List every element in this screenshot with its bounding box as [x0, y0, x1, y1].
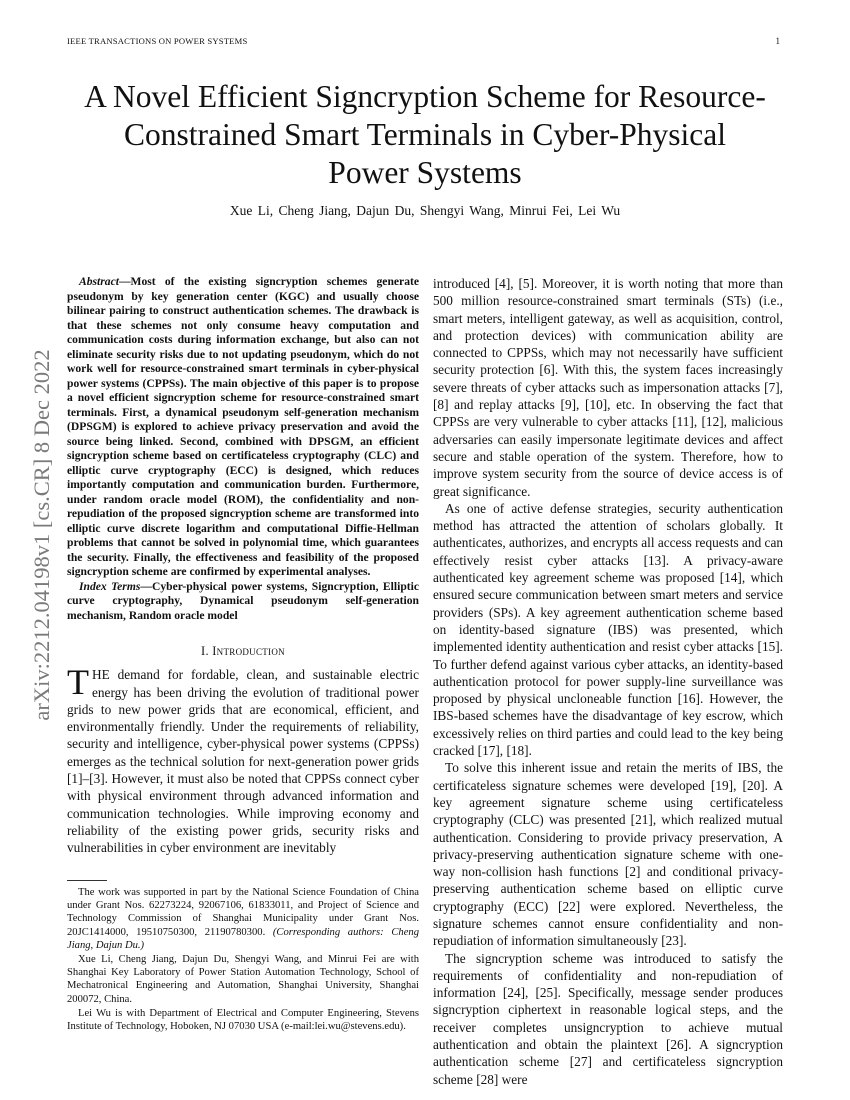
paper-title: A Novel Efficient Signcryption Scheme for Resource-Constrained Smart Terminals in Cyber-Physical Power Systems	[84, 79, 766, 190]
body-paragraph: introduced [4], [5]. Moreover, it is worth noting that more than 500 million resource-constrained smart terminals (STs) (i.e., smart meters, intelligent gateway, as well as acquisition, control, and protection devices) with communication ability are connected to CPPSs, which may not necessarily have sufficient security protection [6]. With this, the system faces increasingly severe threats of cyber attacks such as impersonation attacks [7], [8] and replay attacks [9], [10], etc. In observing the fact that CPPSs are very vulnerable to cyber attacks [11], [12], malicious adversaries can easily impersonate legitimate devices and affect secure and stable operation of the system. Therefore, how to improve system security from the source of device access is of great significance.	[433, 276, 783, 499]
body-paragraph: As one of active defense strategies, security authentication method has attracted the attention of scholars globally. It authenticates, authorizes, and encrypts all access requests and can effectively resist cyber attacks [13]. A privacy-aware authenticated key agreement scheme was proposed [14], which ensured secure communication between smart meters and service providers (SPs). A key agreement authentication scheme based on identity-based signature (IBS) was presented, which implemented identity authentication and resist cyber attacks [15]. To further defend against various cyber attacks, an identity-based authentication protocol for power supply-line surveillance was proposed by physical uncloneable function [16]. However, the IBS-based schemes have the disadvantage of key escrow, which excessively relies on third parties and could lead to the key being cracked [17], [18].	[433, 500, 784, 759]
footnote-affiliation-wu: Lei Wu is with Department of Electrical and Computer Engineering, Stevens Institute of Technology, Hoboken, NJ 07030 USA (e-mail:lei.wu@stevens.edu).	[67, 1007, 419, 1033]
footnote-funding	[67, 886, 419, 952]
introduction-paragraph	[67, 662, 419, 856]
index-terms-label: Index Terms	[79, 579, 141, 593]
running-header: IEEE TRANSACTIONS ON POWER SYSTEMS	[67, 36, 248, 46]
left-column	[67, 275, 419, 857]
body-paragraph: To solve this inherent issue and retain the merits of IBS, the certificateless signature schemes were developed [19], [20]. A key agreement signature scheme using certificateless cryptography (CLC) was presented [21], which realized mutual authentication. Considering to provide privacy preservation, A privacy-preserving authentication signature scheme with one-way non-collision hash functions [2] and conditional privacy-preserving authentication scheme based on elliptic curve cryptography (ECC) [22] were explored. Nevertheless, the signature schemes cannot ensure confidentiality and non-repudiation of information simultaneously [23].	[433, 760, 783, 949]
footnotes	[67, 886, 419, 1034]
section-heading-introduction: I. Introduction	[201, 644, 285, 658]
body-paragraph: The signcryption scheme was introduced to satisfy the requirements of confidentiality and non-repudiation of information [24], [25]. Specifically, message sender produces signcryption ciphertext in reasonable logical steps, and the receiver completes unsigncryption to achieve mutual authentication and obtain the plaintext [26]. A signcryption authentication scheme [27] and certificateless signcryption scheme [28] were	[433, 950, 783, 1087]
footnote-divider	[67, 880, 107, 881]
introduction-text: HE demand for fordable, clean, and sustainable electric energy has been driving the evolution of traditional power grids to new power grids that are economical, efficient, and environmentally friendly. Under the requirements of reliability, security and intelligence, cyber-physical power systems (CPPSs) emerges as the technical solution for next-generation power grids [1]–[3]. However, it must also be noted that CPPSs connect cyber with physical environment through advanced information and communication technologies. While improving economy and reliability of the existing power grids, security risks and vulnerabilities in cyber environment are inevitably	[67, 667, 419, 856]
author-list: Xue Li, Cheng Jiang, Dajun Du, Shengyi Wang, Minrui Fei, Lei Wu	[229, 203, 621, 218]
abstract	[67, 275, 419, 580]
index-terms	[67, 580, 419, 624]
abstract-text: —Most of the existing signcryption schemes generate pseudonym by key generation center (KGC) and usually choose bilinear pairing to construct authentication schemes. The drawback is that these schemes not only consume heavy computation and communication costs during information exchange, but also can not eliminate security risks due to not updating pseudonym, which do not work well for resource-constrained smart terminals in cyber-physical power systems (CPPSs). The main objective of this paper is to propose a novel efficient signcryption scheme for resource-constrained smart terminals. First, a dynamical pseudonym self-generation mechanism (DPSGM) is explored to achieve privacy preservation and avoid the source being linked. Second, combined with DPSGM, an efficient signcryption scheme based on certificateless cryptography (CLC) and elliptic curve cryptography (ECC) is designed, which reduces importantly computation and communication burden. Furthermore, under random oracle model (ROM), the confidentiality and non-repudiation of the proposed signcryption scheme are transformed into elliptic curve discrete logarithm and computational Diffie-Hellman problems that cannot be solved in polynomial time, which guarantees the security. Finally, the effectiveness and feasibility of the proposed signcryption scheme are confirmed by experimental analyses.	[67, 275, 419, 578]
arxiv-identifier: arXiv:2212.04198v1 [cs.CR] 8 Dec 2022	[29, 349, 54, 721]
index-terms-text: —Cyber-physical power systems, Signcryption, Elliptic curve cryptography, Dynamical pseudonym self-generation mechanism, Random oracle model	[67, 579, 419, 622]
arxiv-side-stamp	[28, 300, 56, 770]
right-column	[433, 275, 783, 1088]
footnote-funding-text: The work was supported in part by the National Science Foundation of China under Grant Nos. 62273224, 92067106, 61833011, and Project of Science and Technology Commission of Shanghai Municipality under Grant Nos. 20JC1414000, 19510750300, 21190780300.	[67, 887, 419, 938]
abstract-label: Abstract	[79, 275, 119, 288]
footnote-affiliation: Xue Li, Cheng Jiang, Dajun Du, Shengyi Wang, and Minrui Fei are with Shanghai Key Laboratory of Power Station Automation Technology, School of Mechatronical Engineering and Automation, Shanghai University, Shanghai 200072, China.	[67, 954, 419, 1005]
drop-cap: T	[67, 662, 89, 703]
page-number: 1	[775, 36, 780, 46]
footnote-corresponding: (Corresponding authors: Cheng Jiang, Dajun Du.)	[67, 926, 419, 951]
